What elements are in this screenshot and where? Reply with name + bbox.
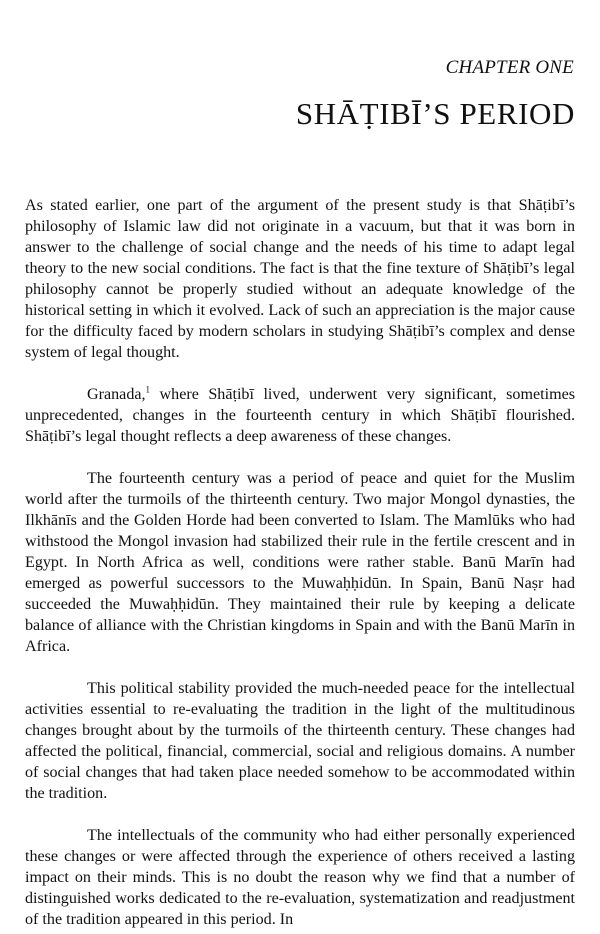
body-text <box>25 195 575 930</box>
paragraph-2-lead: Granada, <box>87 386 146 403</box>
paragraph-2-text: where Shāṭibī lived, underwent very significant, sometimes unprecedented, changes in the fourteenth century in which Shāṭibī flourished. Shāṭibī’s legal thought reflects a deep awareness of these changes. <box>25 386 575 445</box>
chapter-title: SHĀṬIBĪ’S PERIOD <box>295 96 575 131</box>
paragraph-2 <box>25 384 575 447</box>
paragraph-1: As stated earlier, one part of the argument of the present study is that Shāṭibī’s philosophy of Islamic law did not originate in a vacuum, but that it was born in answer to the challenge of social change and the needs of his time to adapt legal theory to the new social conditions. The fact is that the fine texture of Shāṭibī’s legal philosophy cannot be properly studied without an adequate knowledge of the historical setting in which it evolved. Lack of such an appreciation is the major cause for the difficulty faced by modern scholars in studying Shāṭibī’s complex and dense system of legal thought. <box>25 197 575 361</box>
footnote-marker: 1 <box>145 384 151 395</box>
paragraph-4: This political stability provided the much-needed peace for the intellectual activities essential to re-evaluating the tradition in the light of the multitudinous changes brought about by the turmoils of the thirteenth century. These changes had affected the political, financial, commercial, social and religious domains. A number of social changes that had taken place needed somehow to be accommodated within the tradition. <box>25 680 575 802</box>
chapter-label: CHAPTER ONE <box>445 57 574 78</box>
paragraph-5: The intellectuals of the community who had either personally experienced these changes or were affected through the experience of others received a lasting impact on their minds. This is no doubt the reason why we find that a number of distinguished works dedicated to the re-evaluation, systematization and readjustment of the tradition appeared in this period. In <box>25 827 575 928</box>
paragraph-3: The fourteenth century was a period of peace and quiet for the Muslim world after the turmoils of the thirteenth century. Two major Mongol dynasties, the Ilkhānīs and the Golden Horde had been converted to Islam. The Mamlūks who had withstood the Mongol invasion had stabilized their rule in the fertile crescent and in Egypt. In North Africa as well, conditions were rather stable. Banū Marīn had emerged as powerful successors to the Muwaḥḥidūn. In Spain, Banū Naṣr had succeeded the Muwaḥḥidūn. They maintained their rule by keeping a delicate balance of alliance with the Christian kingdoms in Spain and with the Banū Marīn in Africa. <box>25 470 575 655</box>
